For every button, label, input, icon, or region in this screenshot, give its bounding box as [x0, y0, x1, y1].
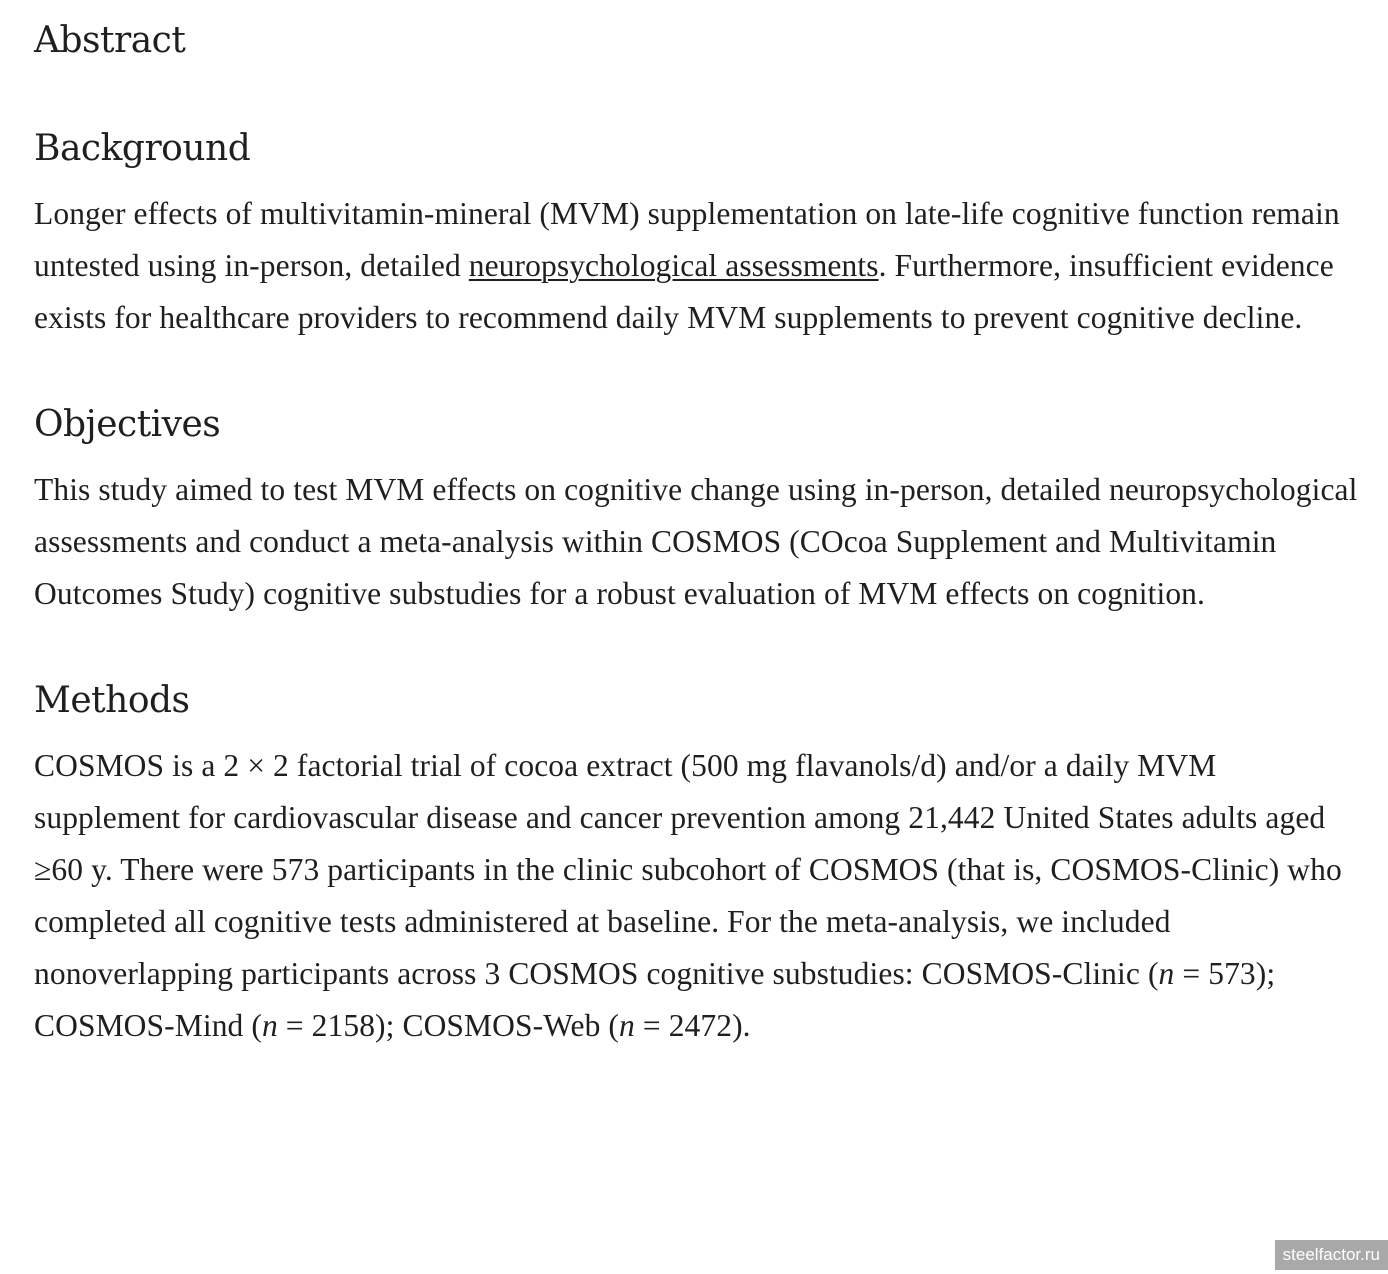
methods-section — [34, 674, 1364, 1052]
methods-heading: Methods — [34, 680, 190, 721]
abstract-title: Abstract — [34, 20, 186, 61]
n-symbol: n — [619, 1008, 635, 1043]
methods-text-part1: COSMOS is a 2 × 2 factorial trial of cocoa extract (500 mg flavanols/d) and/or a daily MVM supplement for cardiovascular disease and cancer prevention among 21,442 United States adults aged ≥60 y. There were 573 participants in the clinic subcohort of COSMOS (that is, COSMOS-Clinic) who completed all cognitive tests administered at baseline. For the meta-analysis, we included nonoverlapping participants across 3 COSMOS cognitive substudies: COSMOS-Clinic ( — [34, 748, 1342, 991]
neuropsychological-assessments-link[interactable]: neuropsychological assessments — [468, 248, 879, 283]
abstract-page — [34, 14, 1364, 1052]
methods-text-part2: = 573); COSMOS-Mind ( — [34, 956, 1276, 1043]
n-symbol: n — [1158, 956, 1175, 991]
objectives-text: This study aimed to test MVM effects on cognitive change using in-person, detailed neuropsychological assessments and conduct a meta-analysis within COSMOS (COcoa Supplement and Multivitamin Outcomes Study) cognitive substudies for a robust evaluation of MVM effects on cognition. — [34, 472, 1358, 611]
methods-text-part3: = 2158); COSMOS-Web ( — [277, 1008, 620, 1043]
watermark: steelfactor.ru — [1275, 1240, 1388, 1270]
background-text-end: . Furthermore, insufficient evidence exists for healthcare providers to recommend daily MVM supplements to prevent cognitive decline. — [34, 248, 1334, 335]
objectives-heading: Objectives — [34, 404, 221, 445]
background-text — [34, 188, 1364, 344]
background-heading: Background — [34, 128, 251, 169]
objectives-section — [34, 398, 1364, 620]
background-text-start: Longer effects of multivitamin-mineral (MVM) supplementation on late-life cognitive function remain untested using in-person, detailed — [34, 196, 1340, 283]
methods-text-part4: = 2472). — [634, 1008, 751, 1043]
methods-text — [34, 740, 1364, 1052]
background-section — [34, 122, 1364, 344]
n-symbol: n — [261, 1008, 278, 1043]
